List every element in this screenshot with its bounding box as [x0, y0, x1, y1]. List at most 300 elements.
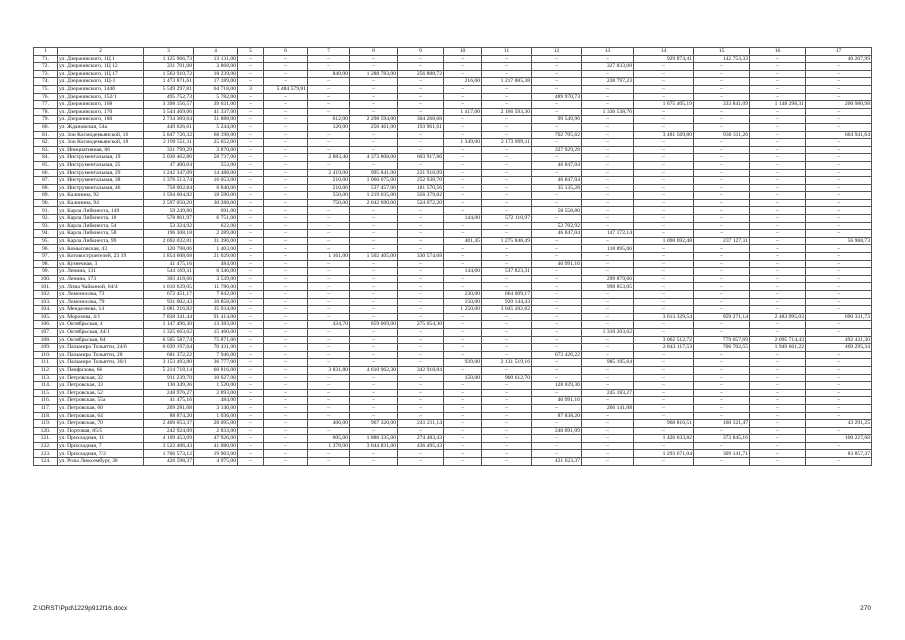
- value-cell: –: [482, 366, 532, 374]
- address-cell: ул. Инструментальная, 25: [58, 161, 144, 169]
- address-cell: ул. Ждановская, 54а: [58, 123, 144, 131]
- row-number-cell: 73.: [34, 70, 58, 78]
- value-cell: –: [694, 359, 750, 367]
- value-cell: –: [694, 161, 750, 169]
- value-cell: 87 838,20: [532, 412, 582, 420]
- value-cell: –: [482, 70, 532, 78]
- value-cell: –: [482, 177, 532, 185]
- value-cell: 13 383,00: [194, 321, 238, 329]
- address-cell: ул. Дзержинского, 1Ц 17: [58, 70, 144, 78]
- value-cell: –: [634, 298, 694, 306]
- address-cell: ул. Зои Космодемьянской, 18: [58, 139, 144, 147]
- value-cell: 1 060 675,00: [350, 177, 398, 185]
- value-cell: –: [694, 154, 750, 162]
- value-cell: –: [238, 154, 264, 162]
- value-cell: –: [634, 192, 694, 200]
- value-cell: 3 522 406,43: [144, 442, 194, 450]
- value-cell: –: [308, 374, 350, 382]
- value-cell: –: [238, 192, 264, 200]
- value-cell: 1 949 661,22: [750, 344, 806, 352]
- value-cell: –: [350, 275, 398, 283]
- value-cell: –: [444, 192, 482, 200]
- value-cell: –: [694, 85, 750, 93]
- value-cell: –: [238, 404, 264, 412]
- value-cell: 40 991,16: [532, 397, 582, 405]
- value-cell: –: [750, 177, 806, 185]
- value-cell: 1 310 203,62: [582, 328, 634, 336]
- value-cell: –: [264, 199, 308, 207]
- value-cell: 578 861,97: [144, 215, 194, 223]
- address-cell: ул. Петровская, 64: [58, 412, 144, 420]
- value-cell: –: [308, 222, 350, 230]
- value-cell: –: [750, 70, 806, 78]
- value-cell: –: [582, 450, 634, 458]
- value-cell: –: [444, 351, 482, 359]
- value-cell: –: [750, 359, 806, 367]
- value-cell: –: [532, 215, 582, 223]
- value-cell: –: [806, 359, 872, 367]
- table-row: [34, 123, 872, 131]
- value-cell: –: [238, 70, 264, 78]
- value-cell: –: [398, 207, 444, 215]
- value-cell: –: [806, 328, 872, 336]
- column-number-cell: 1: [34, 48, 58, 56]
- row-number-cell: 74.: [34, 78, 58, 86]
- value-cell: –: [398, 283, 444, 291]
- table-row: [34, 344, 872, 352]
- value-cell: –: [398, 63, 444, 71]
- value-cell: 75 871,00: [194, 336, 238, 344]
- value-cell: 1 706 573,12: [144, 450, 194, 458]
- address-cell: ул. Инструментальная, 46: [58, 184, 144, 192]
- value-cell: 210,00: [308, 184, 350, 192]
- value-cell: 31 888,00: [194, 116, 238, 124]
- address-cell: ул. Карла Либкнехта, 58: [58, 230, 144, 238]
- value-cell: –: [482, 101, 532, 109]
- value-cell: –: [634, 458, 694, 466]
- address-cell: ул. Дзержинского, 168: [58, 101, 144, 109]
- value-cell: –: [482, 283, 532, 291]
- table-row: [34, 382, 872, 390]
- column-number-row: [34, 48, 872, 56]
- value-cell: –: [308, 397, 350, 405]
- value-cell: –: [806, 427, 872, 435]
- value-cell: 160 121,47: [694, 420, 750, 428]
- value-cell: –: [398, 404, 444, 412]
- row-number-cell: 100.: [34, 275, 58, 283]
- value-cell: –: [350, 85, 398, 93]
- value-cell: –: [806, 199, 872, 207]
- value-cell: –: [750, 450, 806, 458]
- value-cell: –: [750, 93, 806, 101]
- value-cell: 1 502 405,00: [350, 253, 398, 261]
- value-cell: –: [264, 291, 308, 299]
- value-cell: 469 295,34: [806, 344, 872, 352]
- value-cell: –: [582, 291, 634, 299]
- value-cell: 1 125 966,73: [144, 55, 194, 63]
- value-cell: –: [750, 412, 806, 420]
- address-cell: ул. Карла Либкнехта, 99: [58, 237, 144, 245]
- value-cell: –: [308, 412, 350, 420]
- value-cell: –: [238, 420, 264, 428]
- value-cell: –: [444, 63, 482, 71]
- value-cell: –: [264, 131, 308, 139]
- value-cell: –: [350, 108, 398, 116]
- value-cell: 120 798,06: [144, 245, 194, 253]
- value-cell: 331 701,08: [144, 63, 194, 71]
- value-cell: –: [238, 207, 264, 215]
- value-cell: –: [350, 139, 398, 147]
- value-cell: 46 847,04: [532, 177, 582, 185]
- address-cell: ул. Петровская, 60: [58, 404, 144, 412]
- value-cell: –: [238, 458, 264, 466]
- value-cell: –: [750, 199, 806, 207]
- value-cell: –: [308, 291, 350, 299]
- value-cell: –: [350, 291, 398, 299]
- value-cell: 40 991,16: [532, 260, 582, 268]
- value-cell: –: [444, 85, 482, 93]
- value-cell: –: [694, 298, 750, 306]
- column-number-cell: 11: [482, 48, 532, 56]
- value-cell: 672 451,17: [144, 291, 194, 299]
- value-cell: –: [238, 230, 264, 238]
- value-cell: –: [482, 245, 532, 253]
- address-cell: ул. Зои Космодемьянской, 16: [58, 131, 144, 139]
- table-row: [34, 359, 872, 367]
- value-cell: –: [634, 161, 694, 169]
- row-number-cell: 112.: [34, 366, 58, 374]
- value-cell: 930 311,26: [694, 131, 750, 139]
- value-cell: –: [806, 230, 872, 238]
- value-cell: –: [482, 123, 532, 131]
- value-cell: –: [264, 374, 308, 382]
- value-cell: –: [308, 450, 350, 458]
- value-cell: –: [582, 184, 634, 192]
- value-cell: –: [398, 359, 444, 367]
- table-row: [34, 291, 872, 299]
- value-cell: –: [750, 78, 806, 86]
- value-cell: 99 549,96: [532, 116, 582, 124]
- value-cell: –: [264, 108, 308, 116]
- value-cell: –: [264, 420, 308, 428]
- value-cell: –: [634, 351, 694, 359]
- value-cell: –: [264, 161, 308, 169]
- value-cell: –: [264, 382, 308, 390]
- value-cell: 330 574,68: [398, 253, 444, 261]
- value-cell: 299 879,66: [582, 275, 634, 283]
- value-cell: –: [238, 291, 264, 299]
- value-cell: –: [634, 123, 694, 131]
- value-cell: –: [308, 313, 350, 321]
- value-cell: –: [308, 359, 350, 367]
- value-cell: –: [264, 230, 308, 238]
- value-cell: –: [750, 207, 806, 215]
- value-cell: –: [582, 55, 634, 63]
- value-cell: 88 874,20: [144, 412, 194, 420]
- value-cell: –: [634, 275, 694, 283]
- value-cell: –: [694, 93, 750, 101]
- value-cell: –: [482, 458, 532, 466]
- address-cell: ул. Котовостроителей, 23 19: [58, 253, 144, 261]
- table-row: [34, 275, 872, 283]
- value-cell: 2 483 995,03: [750, 313, 806, 321]
- value-cell: –: [350, 404, 398, 412]
- address-cell: ул. Комысовская, 43: [58, 245, 144, 253]
- value-cell: –: [238, 199, 264, 207]
- value-cell: –: [308, 389, 350, 397]
- value-cell: –: [350, 344, 398, 352]
- value-cell: –: [634, 207, 694, 215]
- value-cell: –: [398, 344, 444, 352]
- value-cell: –: [532, 404, 582, 412]
- value-cell: –: [482, 313, 532, 321]
- value-cell: –: [482, 382, 532, 390]
- value-cell: –: [806, 108, 872, 116]
- value-cell: 1 275 848,49: [482, 237, 532, 245]
- value-cell: –: [806, 85, 872, 93]
- value-cell: –: [350, 328, 398, 336]
- value-cell: –: [694, 321, 750, 329]
- value-cell: –: [264, 344, 308, 352]
- value-cell: –: [694, 146, 750, 154]
- address-cell: ул. Пальмиро Тольятти, 28: [58, 351, 144, 359]
- table-row: [34, 412, 872, 420]
- value-cell: 967 320,00: [350, 420, 398, 428]
- value-cell: –: [532, 328, 582, 336]
- table-row: [34, 253, 872, 261]
- value-cell: 1 378,00: [308, 442, 350, 450]
- value-cell: –: [444, 123, 482, 131]
- value-cell: 605,00: [308, 435, 350, 443]
- value-cell: 1 148 298,31: [750, 101, 806, 109]
- value-cell: –: [482, 404, 532, 412]
- value-cell: 2 883,40: [308, 154, 350, 162]
- value-cell: –: [750, 389, 806, 397]
- value-cell: –: [482, 351, 532, 359]
- value-cell: –: [694, 78, 750, 86]
- value-cell: –: [398, 427, 444, 435]
- row-number-cell: 95.: [34, 237, 58, 245]
- value-cell: –: [308, 108, 350, 116]
- value-cell: –: [444, 177, 482, 185]
- value-cell: –: [694, 374, 750, 382]
- row-number-cell: 71.: [34, 55, 58, 63]
- value-cell: –: [582, 313, 634, 321]
- row-number-cell: 123.: [34, 450, 58, 458]
- value-cell: 1 594 004,82: [144, 192, 194, 200]
- value-cell: –: [398, 313, 444, 321]
- value-cell: 6 346,00: [194, 268, 238, 276]
- value-cell: –: [264, 215, 308, 223]
- value-cell: –: [350, 63, 398, 71]
- row-number-cell: 114.: [34, 382, 58, 390]
- value-cell: –: [238, 184, 264, 192]
- value-cell: 3 831,80: [308, 366, 350, 374]
- column-number-cell: 7: [308, 48, 350, 56]
- value-cell: –: [482, 116, 532, 124]
- value-cell: –: [444, 397, 482, 405]
- value-cell: –: [694, 116, 750, 124]
- value-cell: –: [444, 260, 482, 268]
- address-cell: ул. Прихладная, 7/2: [58, 450, 144, 458]
- row-number-cell: 110.: [34, 351, 58, 359]
- value-cell: 13 131,00: [194, 55, 238, 63]
- value-cell: –: [582, 366, 634, 374]
- value-cell: –: [634, 199, 694, 207]
- value-cell: –: [806, 245, 872, 253]
- value-cell: –: [532, 374, 582, 382]
- value-cell: –: [532, 450, 582, 458]
- value-cell: –: [634, 291, 694, 299]
- value-cell: 603 917,86: [398, 154, 444, 162]
- value-cell: –: [444, 253, 482, 261]
- value-cell: 929 874,41: [634, 55, 694, 63]
- value-cell: 6 039 197,64: [144, 344, 194, 352]
- value-cell: 622,00: [194, 222, 238, 230]
- address-cell: ул. Дзержинского, 1Ц 1: [58, 55, 144, 63]
- value-cell: 17 189,00: [194, 78, 238, 86]
- value-cell: –: [582, 344, 634, 352]
- value-cell: –: [806, 260, 872, 268]
- value-cell: –: [482, 93, 532, 101]
- value-cell: –: [582, 161, 634, 169]
- value-cell: 1 403,00: [194, 245, 238, 253]
- value-cell: –: [444, 169, 482, 177]
- table-row: [34, 420, 872, 428]
- value-cell: 1 293 671,04: [634, 450, 694, 458]
- value-cell: 1 217 885,38: [482, 78, 532, 86]
- value-cell: 30 288,00: [194, 199, 238, 207]
- value-cell: –: [694, 427, 750, 435]
- value-cell: 3 613 329,54: [634, 313, 694, 321]
- table-row: [34, 108, 872, 116]
- table-row: [34, 63, 872, 71]
- value-cell: –: [582, 351, 634, 359]
- column-number-cell: 17: [806, 48, 872, 56]
- value-cell: –: [350, 207, 398, 215]
- value-cell: 3 539,00: [194, 275, 238, 283]
- value-cell: –: [398, 55, 444, 63]
- row-number-cell: 94.: [34, 230, 58, 238]
- value-cell: 4 109 453,09: [144, 435, 194, 443]
- value-cell: –: [350, 397, 398, 405]
- value-cell: 426 598,37: [144, 458, 194, 466]
- address-cell: ул. Дзержинского, 152/1: [58, 93, 144, 101]
- value-cell: –: [482, 427, 532, 435]
- value-cell: –: [694, 283, 750, 291]
- value-cell: 5 549 297,81: [144, 85, 194, 93]
- row-number-cell: 108.: [34, 336, 58, 344]
- value-cell: 248 976,27: [144, 389, 194, 397]
- value-cell: 28 095,00: [194, 420, 238, 428]
- value-cell: –: [264, 283, 308, 291]
- address-cell: ул. Пальмиро Тольятти, 30/1: [58, 359, 144, 367]
- table-row: [34, 442, 872, 450]
- row-number-cell: 117.: [34, 404, 58, 412]
- table-row: [34, 184, 872, 192]
- value-cell: –: [750, 192, 806, 200]
- value-cell: –: [444, 427, 482, 435]
- table-row: [34, 245, 872, 253]
- value-cell: 612,00: [308, 116, 350, 124]
- value-cell: –: [806, 161, 872, 169]
- value-cell: –: [582, 435, 634, 443]
- value-cell: –: [582, 442, 634, 450]
- value-cell: –: [634, 306, 694, 314]
- value-cell: –: [634, 146, 694, 154]
- value-cell: –: [238, 108, 264, 116]
- value-cell: 70 431,00: [194, 344, 238, 352]
- value-cell: –: [350, 101, 398, 109]
- value-cell: –: [350, 146, 398, 154]
- column-number-cell: 13: [582, 48, 634, 56]
- value-cell: 238 797,23: [582, 78, 634, 86]
- register-table: [33, 47, 872, 466]
- value-cell: –: [694, 397, 750, 405]
- value-cell: –: [750, 283, 806, 291]
- row-number-cell: 113.: [34, 374, 58, 382]
- value-cell: –: [398, 412, 444, 420]
- value-cell: 43 291,25: [806, 420, 872, 428]
- value-cell: –: [582, 268, 634, 276]
- value-cell: –: [444, 336, 482, 344]
- value-cell: –: [582, 321, 634, 329]
- value-cell: 3: [238, 85, 264, 93]
- value-cell: –: [806, 283, 872, 291]
- table-row: [34, 116, 872, 124]
- value-cell: –: [398, 336, 444, 344]
- table-row: [34, 366, 872, 374]
- value-cell: –: [750, 116, 806, 124]
- value-cell: –: [634, 404, 694, 412]
- value-cell: 691,00: [194, 207, 238, 215]
- value-cell: –: [750, 351, 806, 359]
- table-row: [34, 450, 872, 458]
- value-cell: 18 239,00: [194, 70, 238, 78]
- value-cell: –: [264, 351, 308, 359]
- value-cell: 15 460,00: [194, 328, 238, 336]
- value-cell: –: [532, 139, 582, 147]
- value-cell: –: [634, 427, 694, 435]
- value-cell: –: [238, 55, 264, 63]
- value-cell: 5 214 718,14: [144, 366, 194, 374]
- value-cell: 144,00: [444, 268, 482, 276]
- value-cell: 46 847,04: [532, 161, 582, 169]
- value-cell: –: [634, 70, 694, 78]
- value-cell: –: [750, 275, 806, 283]
- value-cell: –: [264, 184, 308, 192]
- value-cell: –: [444, 199, 482, 207]
- value-cell: –: [398, 298, 444, 306]
- value-cell: –: [238, 359, 264, 367]
- value-cell: 1 854 608,68: [144, 253, 194, 261]
- value-cell: 2 843 117,53: [634, 344, 694, 352]
- value-cell: –: [482, 389, 532, 397]
- value-cell: 5 782,00: [194, 93, 238, 101]
- value-cell: –: [308, 260, 350, 268]
- value-cell: 256 888,72: [398, 70, 444, 78]
- value-cell: –: [806, 154, 872, 162]
- value-cell: 240 091,09: [532, 427, 582, 435]
- row-number-cell: 98.: [34, 260, 58, 268]
- column-number-cell: 6: [264, 48, 308, 56]
- row-number-cell: 102.: [34, 291, 58, 299]
- value-cell: 40 207,99: [806, 55, 872, 63]
- value-cell: 274 483,43: [398, 435, 444, 443]
- value-cell: 3 062 512,72: [634, 336, 694, 344]
- value-cell: 2 409 053,37: [144, 420, 194, 428]
- address-cell: ул. Петровская, 55а: [58, 397, 144, 405]
